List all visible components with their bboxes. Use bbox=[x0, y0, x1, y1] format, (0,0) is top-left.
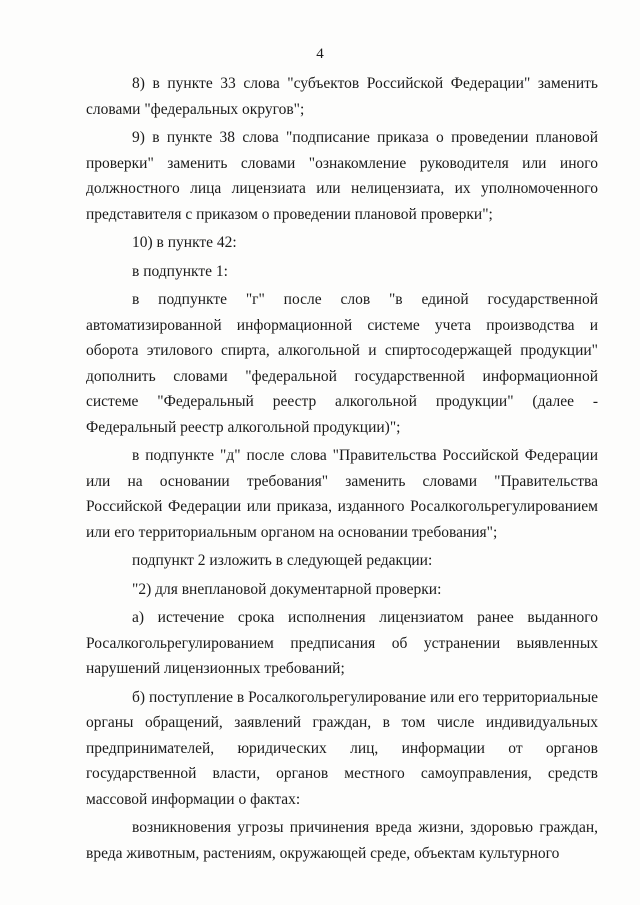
page-number: 4 bbox=[316, 46, 324, 62]
paragraph-subitem-g: в подпункте "г" после слов "в единой государственной автоматизированной информационной системе учета производства и оборота этилового спирта, алкогольной и спиртосодержащей продукции" дополнить словами "федеральной государственной информационной системе "Федеральный реестр алкогольной продукции" (далее - Федеральный реестр алкогольной продукции)"; bbox=[86, 291, 598, 436]
paragraph-subitem-2: подпункт 2 изложить в следующей редакции: bbox=[132, 552, 433, 569]
paragraph-clause-a: а) истечение срока исполнения лицензиатом ранее выданного Росалкогольрегулированием предписания об устранении выявленных нарушений лицензионных требований; bbox=[86, 609, 598, 677]
paragraph-unscheduled-check: "2) для внеплановой документарной проверки: bbox=[132, 580, 442, 598]
paragraph-subitem-1: в подпункте 1: bbox=[132, 262, 228, 280]
paragraph-threat-facts: возникновения угрозы причинения вреда жизни, здоровью граждан, вреда животным, растениям, окружающей среде, объектам культурного bbox=[86, 819, 598, 862]
document-body bbox=[86, 71, 598, 866]
paragraph-subitem-d: в подпункте "д" после слова "Правительства Российской Федерации или на основании требования" заменить словами "Правительства Российской Федерации или приказа, изданного Росалкогольрегулированием или его территориальным органом на основании требования"; bbox=[86, 447, 598, 541]
paragraph-item-9: 9) в пункте 38 слова "подписание приказа о проведении плановой проверки" заменить словами "ознакомление руководителя или иного должностного лица лицензиата или нелицензиата, их уполномоченного представителя с приказом о проведении плановой проверки"; bbox=[86, 129, 598, 223]
paragraph-item-10: 10) в пункте 42: bbox=[132, 234, 237, 251]
paragraph-item-8: 8) в пункте 33 слова "субъектов Российской Федерации" заменить словами "федеральных округов"; bbox=[86, 75, 598, 118]
paragraph-clause-b: б) поступление в Росалкогольрегулирование или его территориальные органы обращений, заявлений граждан, в том числе индивидуальных предпринимателей, юридических лиц, информации от органов государственной власти, органов местного самоуправления, средств массовой информации о фактах: bbox=[86, 688, 598, 808]
